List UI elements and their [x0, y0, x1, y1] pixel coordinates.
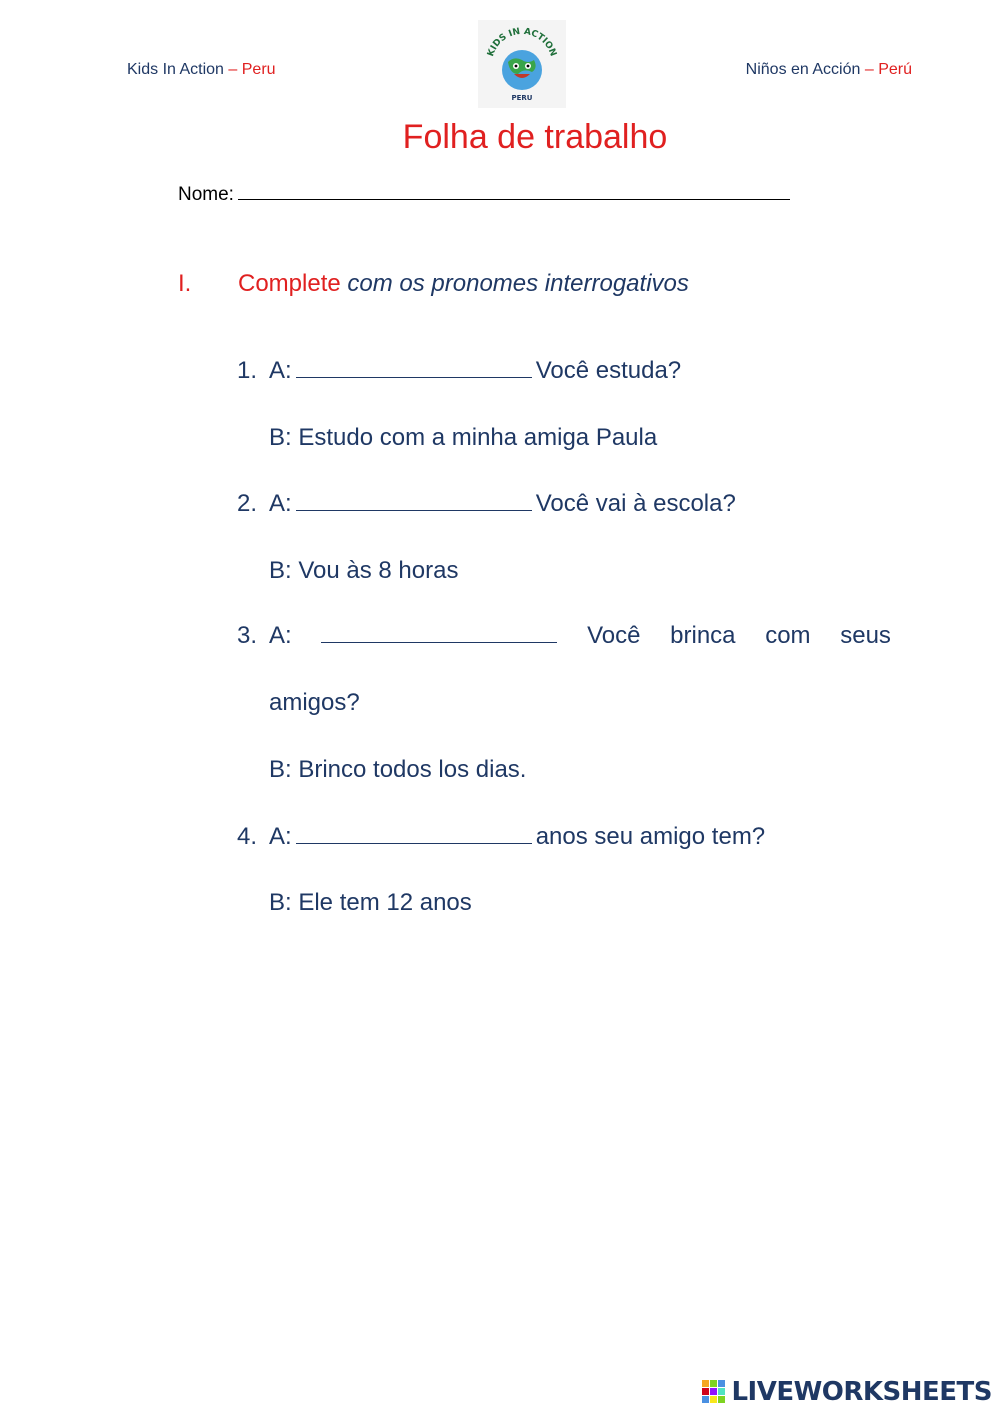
- question-2-b: B: Vou às 8 horas: [269, 557, 459, 584]
- footer-brand: [701, 1377, 992, 1407]
- footer-brand-text: LIVEWORKSHEETS: [731, 1377, 992, 1407]
- liveworksheets-icon: [701, 1379, 727, 1405]
- question-number: 2.: [237, 490, 258, 517]
- section-number: I.: [178, 270, 192, 297]
- speaker-a-label: A:: [269, 490, 292, 517]
- speaker-a-label: A:: [269, 622, 292, 649]
- question-text: anos seu amigo tem?: [535, 823, 766, 850]
- question-number: 4.: [237, 823, 258, 850]
- name-label: Nome:: [178, 184, 234, 205]
- name-field: [178, 181, 790, 206]
- header-right: [746, 61, 912, 79]
- page-title: Folha de trabalho: [402, 118, 668, 156]
- question-word: seus: [840, 622, 891, 649]
- question-3-b: B: Brinco todos los dias.: [269, 756, 527, 783]
- question-4-a: [237, 823, 766, 851]
- kids-in-action-globe-logo-icon: [478, 20, 566, 108]
- header-left-peru: – Peru: [223, 61, 276, 78]
- answer-blank-2[interactable]: [296, 490, 532, 511]
- section-instruction-italic: com os pronomes interrogativos: [347, 270, 689, 297]
- name-input-line[interactable]: [238, 181, 790, 200]
- question-text: Você vai à escola?: [535, 490, 736, 517]
- question-word: com: [765, 622, 811, 649]
- question-2-a: [237, 490, 736, 518]
- question-text: Você estuda?: [535, 357, 682, 384]
- speaker-a-label: A:: [269, 823, 292, 850]
- section-instruction-red: Complete: [238, 270, 341, 297]
- question-3-a-continuation: amigos?: [269, 689, 360, 716]
- question-word: brinca: [670, 622, 736, 649]
- question-1-a: [237, 357, 682, 385]
- header-right-ninos: Niños: [745, 61, 787, 78]
- question-1-b: B: Estudo com a minha amiga Paula: [269, 424, 658, 451]
- section-heading: [178, 270, 689, 298]
- logo-text-top: KIDS IN ACTION: [486, 26, 558, 58]
- question-word: Você: [587, 622, 641, 649]
- question-number: 3.: [237, 622, 258, 649]
- header-right-en-accion: en Acción: [786, 61, 861, 78]
- answer-blank-1[interactable]: [296, 357, 532, 378]
- header-right-peru: – Perú: [860, 61, 912, 78]
- answer-blank-4[interactable]: [296, 823, 532, 844]
- answer-blank-3[interactable]: [321, 622, 557, 643]
- question-4-b: B: Ele tem 12 anos: [269, 889, 472, 916]
- question-number: 1.: [237, 357, 258, 384]
- header-left: [127, 61, 276, 79]
- logo-text-bottom: PERU: [511, 94, 533, 102]
- speaker-a-label: A:: [269, 357, 292, 384]
- header-left-in-action: In Action: [158, 61, 224, 78]
- question-3-a: [237, 622, 891, 650]
- header-left-kids: Kids: [127, 61, 159, 78]
